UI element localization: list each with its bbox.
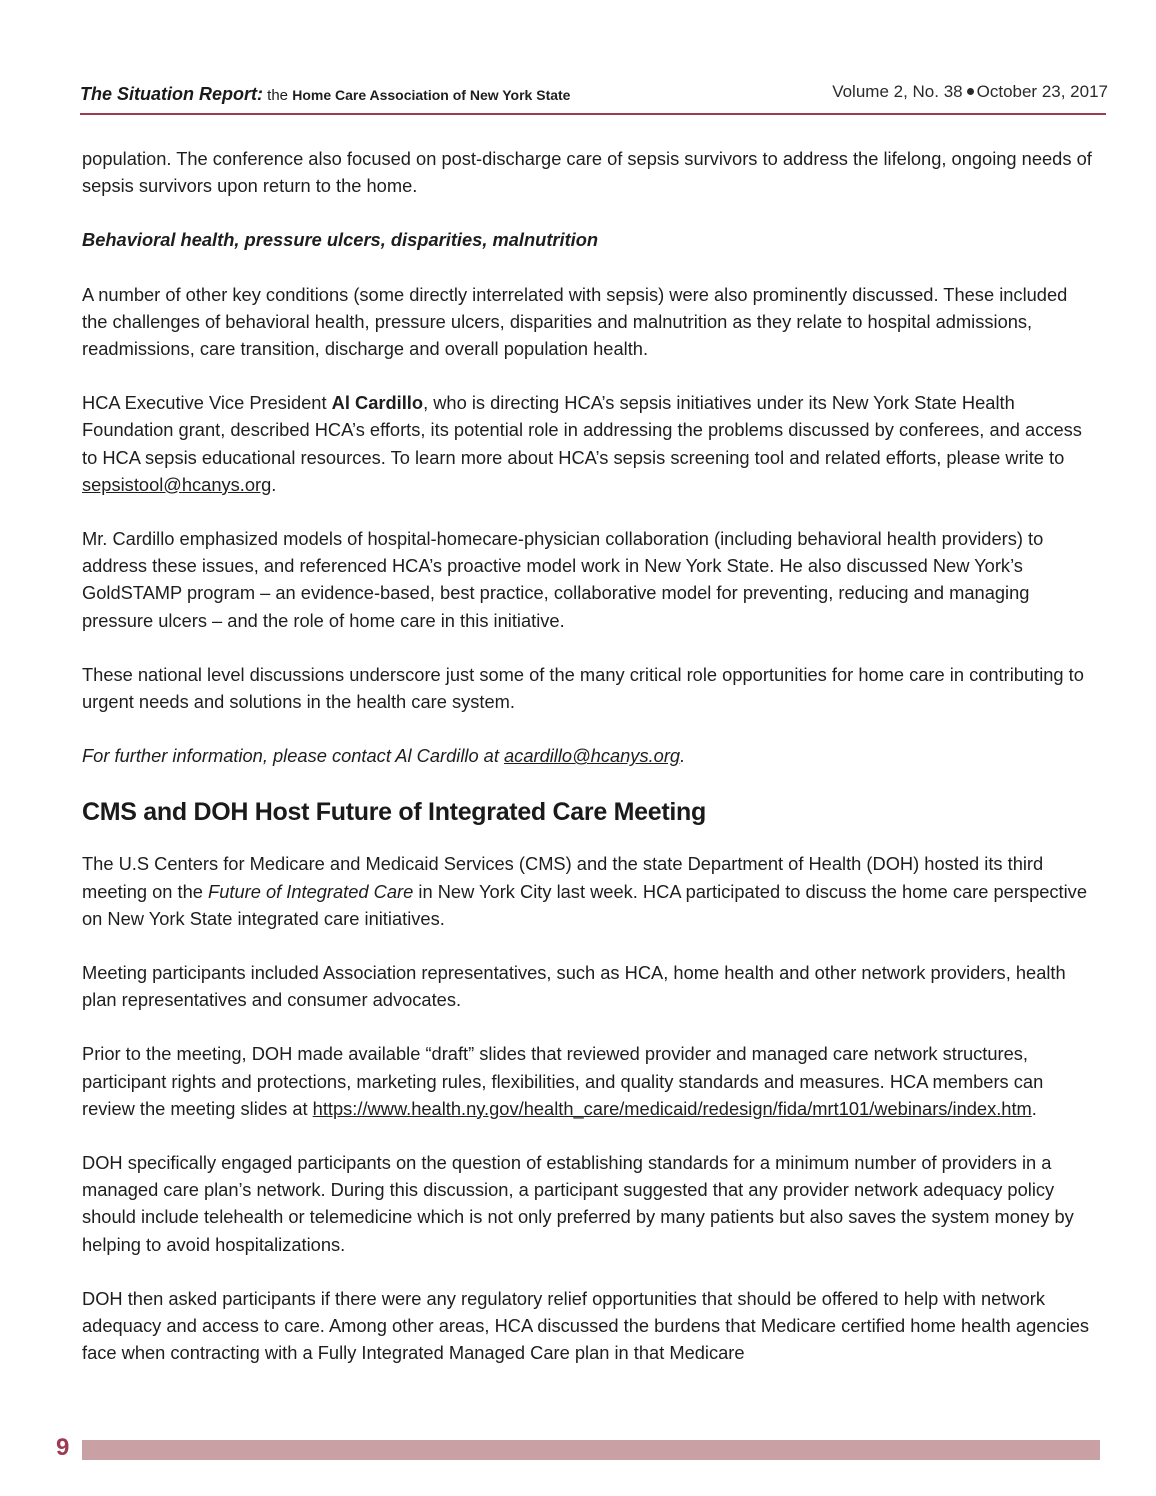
paragraph (82, 850, 1094, 932)
section-heading: CMS and DOH Host Future of Integrated Care Meeting (82, 798, 706, 827)
email-link[interactable]: acardillo@hcanys.org (504, 745, 681, 767)
text-run: . (271, 473, 277, 495)
article-body (82, 145, 1094, 1394)
page-number: 9 (56, 1434, 70, 1461)
person-name: Al Cardillo (331, 392, 424, 414)
paragraph (82, 389, 1094, 498)
bullet-separator (967, 88, 974, 95)
url-link[interactable]: https://www.health.ny.gov/health_care/medicaid/redesign/fida/mrt101/webinars/index.htm (312, 1097, 1032, 1119)
text-run: HCA Executive Vice President (82, 392, 332, 414)
paragraph: Meeting participants included Association representatives, such as HCA, home health and other network providers, health plan representatives and consumer advocates. (82, 962, 1066, 1011)
text-run: The U.S Centers for Medicare and Medicaid Services (CMS) and the state Department of Health (DOH) hosted its third meeting on the (82, 853, 1044, 902)
paragraph: A number of other key conditions (some directly interrelated with sepsis) were also prominently discussed. These included the challenges of behavioral health, pressure ulcers, disparities and malnutrition as they relate to hospital admissions, readmissions, care transition, discharge and overall population health. (82, 283, 1068, 360)
email-link[interactable]: sepsistool@hcanys.org (82, 473, 272, 495)
paragraph: population. The conference also focused on post-discharge care of sepsis survivors to address the lifelong, ongoing needs of sepsis survivors upon return to the home. (82, 148, 1092, 197)
text-run: . (1031, 1097, 1037, 1119)
volume-number: Volume 2, No. 38 (832, 82, 963, 101)
text-run: , who is directing HCA’s sepsis initiatives under its New York State Health Foundation grant, described HCA’s efforts, its potential role in addressing the problems discussed by conferees, and access to HCA sepsis educational resources. To learn more about HCA’s sepsis screening tool and related efforts, please write to (82, 392, 1082, 468)
publication-title (80, 84, 570, 105)
header-rule (80, 113, 1106, 115)
organization-name: Home Care Association of New York State (292, 87, 571, 103)
paragraph: These national level discussions underscore just some of the many critical role opportunities for home care in contributing to urgent needs and solutions in the health care system. (82, 663, 1084, 713)
paragraph: DOH then asked participants if there were any regulatory relief opportunities that should be offered to help with network adequacy and access to care. Among other areas, HCA discussed the burdens that Medicare certified home health agencies face when contracting with a Fully Integrated Managed Care plan in that Medicare (82, 1287, 1090, 1364)
contact-line (82, 742, 1094, 769)
text-run: Prior to the meeting, DOH made available “draft” slides that reviewed provider and managed care network structures, participant rights and protections, marketing rules, flexibilities, and quality standards and measures. HCA members can review the meeting slides at (82, 1043, 1044, 1119)
paragraph (82, 1040, 1094, 1122)
newsletter-title: The Situation Report: (80, 84, 263, 104)
paragraph: Mr. Cardillo emphasized models of hospital-homecare-physician collaboration (including behavioral health providers) to address these issues, and referenced HCA’s proactive model work in New York State. He also discussed New York’s GoldSTAMP program – an evidence-based, best practice, collaborative model for preventing, reducing and managing pressure ulcers – and the role of home care in this initiative. (82, 528, 1044, 631)
issue-date: October 23, 2017 (976, 82, 1108, 101)
header-the: the (267, 87, 289, 104)
page-header (80, 80, 1108, 112)
text-run: . (680, 745, 686, 767)
text-run: For further information, please contact Al Cardillo at (82, 745, 505, 767)
issue-info (832, 82, 1108, 102)
footer-bar (82, 1440, 1100, 1460)
subheading: Behavioral health, pressure ulcers, disparities, malnutrition (82, 229, 599, 251)
text-run: in New York City last week. HCA participated to discuss the home care perspective on New York State integrated care initiatives. (82, 880, 1087, 929)
paragraph: DOH specifically engaged participants on the question of establishing standards for a minimum number of providers in a managed care plan’s network. During this discussion, a participant suggested that any provider network adequacy policy should include telehealth or telemedicine which is not only preferred by many patients but also saves the system money by helping to avoid hospitalizations. (82, 1152, 1074, 1255)
italic-title: Future of Integrated Care (208, 880, 414, 902)
